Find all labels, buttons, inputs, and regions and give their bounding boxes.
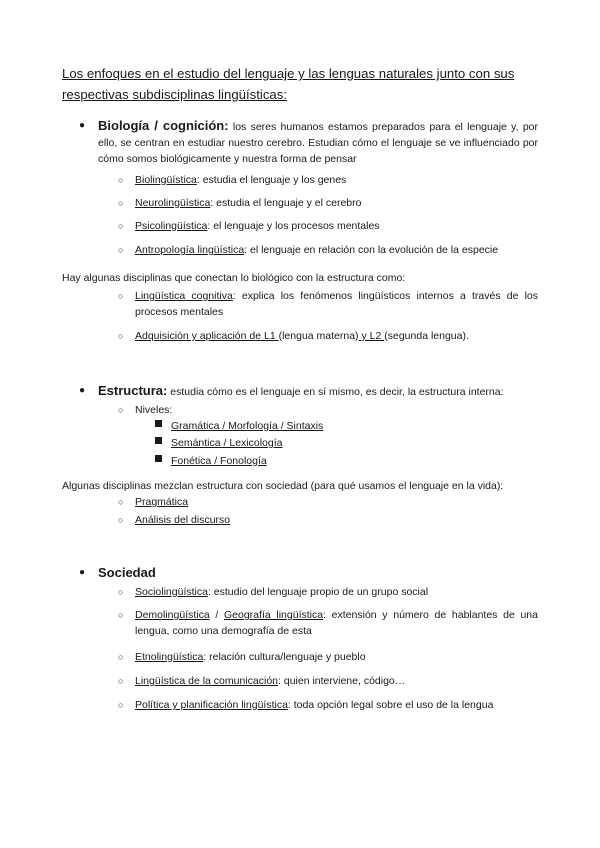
square-bullet-icon	[155, 455, 162, 462]
list-item-desc: : estudia el lenguaje y el cerebro	[210, 197, 362, 209]
list-item-term: Biolingüística	[135, 174, 197, 186]
hollow-bullet-icon: ○	[118, 587, 124, 597]
list-item-desc: : el lenguaje y los procesos mentales	[207, 220, 380, 232]
list-item-term: Antropología lingüística	[135, 244, 245, 256]
list-item-term: y L2	[358, 330, 385, 342]
hollow-bullet-icon: ○	[118, 291, 124, 301]
square-bullet-icon	[155, 420, 162, 427]
filled-bullet-icon: ●	[79, 120, 86, 131]
list-item-desc: : el lenguaje en relación con la evolución de la especie	[244, 244, 499, 256]
list-item-desc: : estudia el lenguaje y los genes	[196, 174, 347, 186]
hollow-bullet-icon: ○	[118, 676, 124, 686]
document-page: Los enfoques en el estudio del lenguaje y las lenguas naturales junto con sus respectivas subdisciplinas lingüísticas: ● Biología / cognición: los seres humanos estamos preparados para el lenguaje y, por ello, se centran en estudiar nuestro cerebro. Estudian cómo el lenguaje se ve influenciado por cómo somos biológicamente y nuestra forma de pensar ○ Biolingüística: estudia el lenguaje y los genes ○ Neurolingüística: estudia el lenguaje y el cerebro ○ Psicolingüística: el lenguaje y los procesos mentales ○ Antropología lingüística: el lenguaje en relación con la evolución de la especie Hay algunas disciplinas que conectan lo biológico con la estructura como: ○ Lingüística cognitiva: explica los fenómenos lingüísticos internos a través de los procesos mentales ○ Adquisición y aplicación de L1 (lengua materna) y L2 (segunda lengua). ● Estructura: estudia cómo es el lenguaje en sí mismo, es decir, la estructura interna: ○ Niveles: Gramática / Morfología / Sintaxis Semántica / Lexicología Fonética / Fonología Algunas disciplinas mezclan estructura con sociedad (para qué usamos el lenguaje en la vida): ○ Pragmática ○ Análisis del discurso ● Sociedad ○ Sociolingüística: estudio del lenguaje propio de un grupo social ○ Demolingüística / Geografía lingüística: extensión y número de hablantes de una lengua, como una demografía de esta ○ Etnolingüística: relación cultura/lenguaje y pueblo ○ Lingüística de la comunicación: quien interviene, código… ○ Política y planificación lingüística: toda opción legal sobre el uso de la lengua	[0, 0, 600, 848]
section-description: estudia cómo es el lenguaje en sí mismo, es decir, la estructura interna:	[167, 386, 504, 398]
section-description: los seres humanos estamos preparados para el lenguaje y, por ello, se centran en estudiar nuestro cerebro. Estudian cómo el lenguaje se ve influenciado por cómo somos biológicamente y nuestra forma de pensar	[98, 121, 538, 165]
hollow-bullet-icon: ○	[118, 700, 124, 710]
hollow-bullet-icon: ○	[118, 331, 124, 341]
hollow-bullet-icon: ○	[118, 652, 124, 662]
square-bullet-icon	[155, 437, 162, 444]
list-item-term: Neurolingüística	[135, 197, 211, 209]
hollow-bullet-icon: ○	[118, 221, 124, 231]
page-title: Los enfoques en el estudio del lenguaje y las lenguas naturales junto con sus respectivas subdisciplinas lingüísticas:	[62, 66, 515, 102]
filled-bullet-icon: ●	[79, 567, 86, 578]
list-item-term: Psicolingüística	[135, 220, 208, 232]
list-item-term: Adquisición y aplicación de L1	[135, 330, 279, 342]
hollow-bullet-icon: ○	[118, 515, 124, 525]
hollow-bullet-icon: ○	[118, 175, 124, 185]
hollow-bullet-icon: ○	[118, 497, 124, 507]
hollow-bullet-icon: ○	[118, 198, 124, 208]
section-heading: Biología / cognición:	[98, 118, 229, 133]
list-item-desc: : explica los fenómenos lingüísticos internos a través de los procesos mentales	[135, 290, 538, 318]
section-heading: Sociedad	[98, 565, 156, 580]
hollow-bullet-icon: ○	[118, 405, 124, 415]
hollow-bullet-icon: ○	[118, 610, 124, 620]
bridge-paragraph: Algunas disciplinas mezclan estructura con sociedad (para qué usamos el lenguaje en la vida):	[62, 480, 504, 492]
section-heading: Estructura:	[98, 383, 168, 398]
hollow-bullet-icon: ○	[118, 245, 124, 255]
filled-bullet-icon: ●	[79, 385, 86, 396]
bridge-paragraph: Hay algunas disciplinas que conectan lo biológico con la estructura como:	[62, 272, 406, 284]
list-item-term: Lingüística cognitiva	[135, 290, 233, 302]
